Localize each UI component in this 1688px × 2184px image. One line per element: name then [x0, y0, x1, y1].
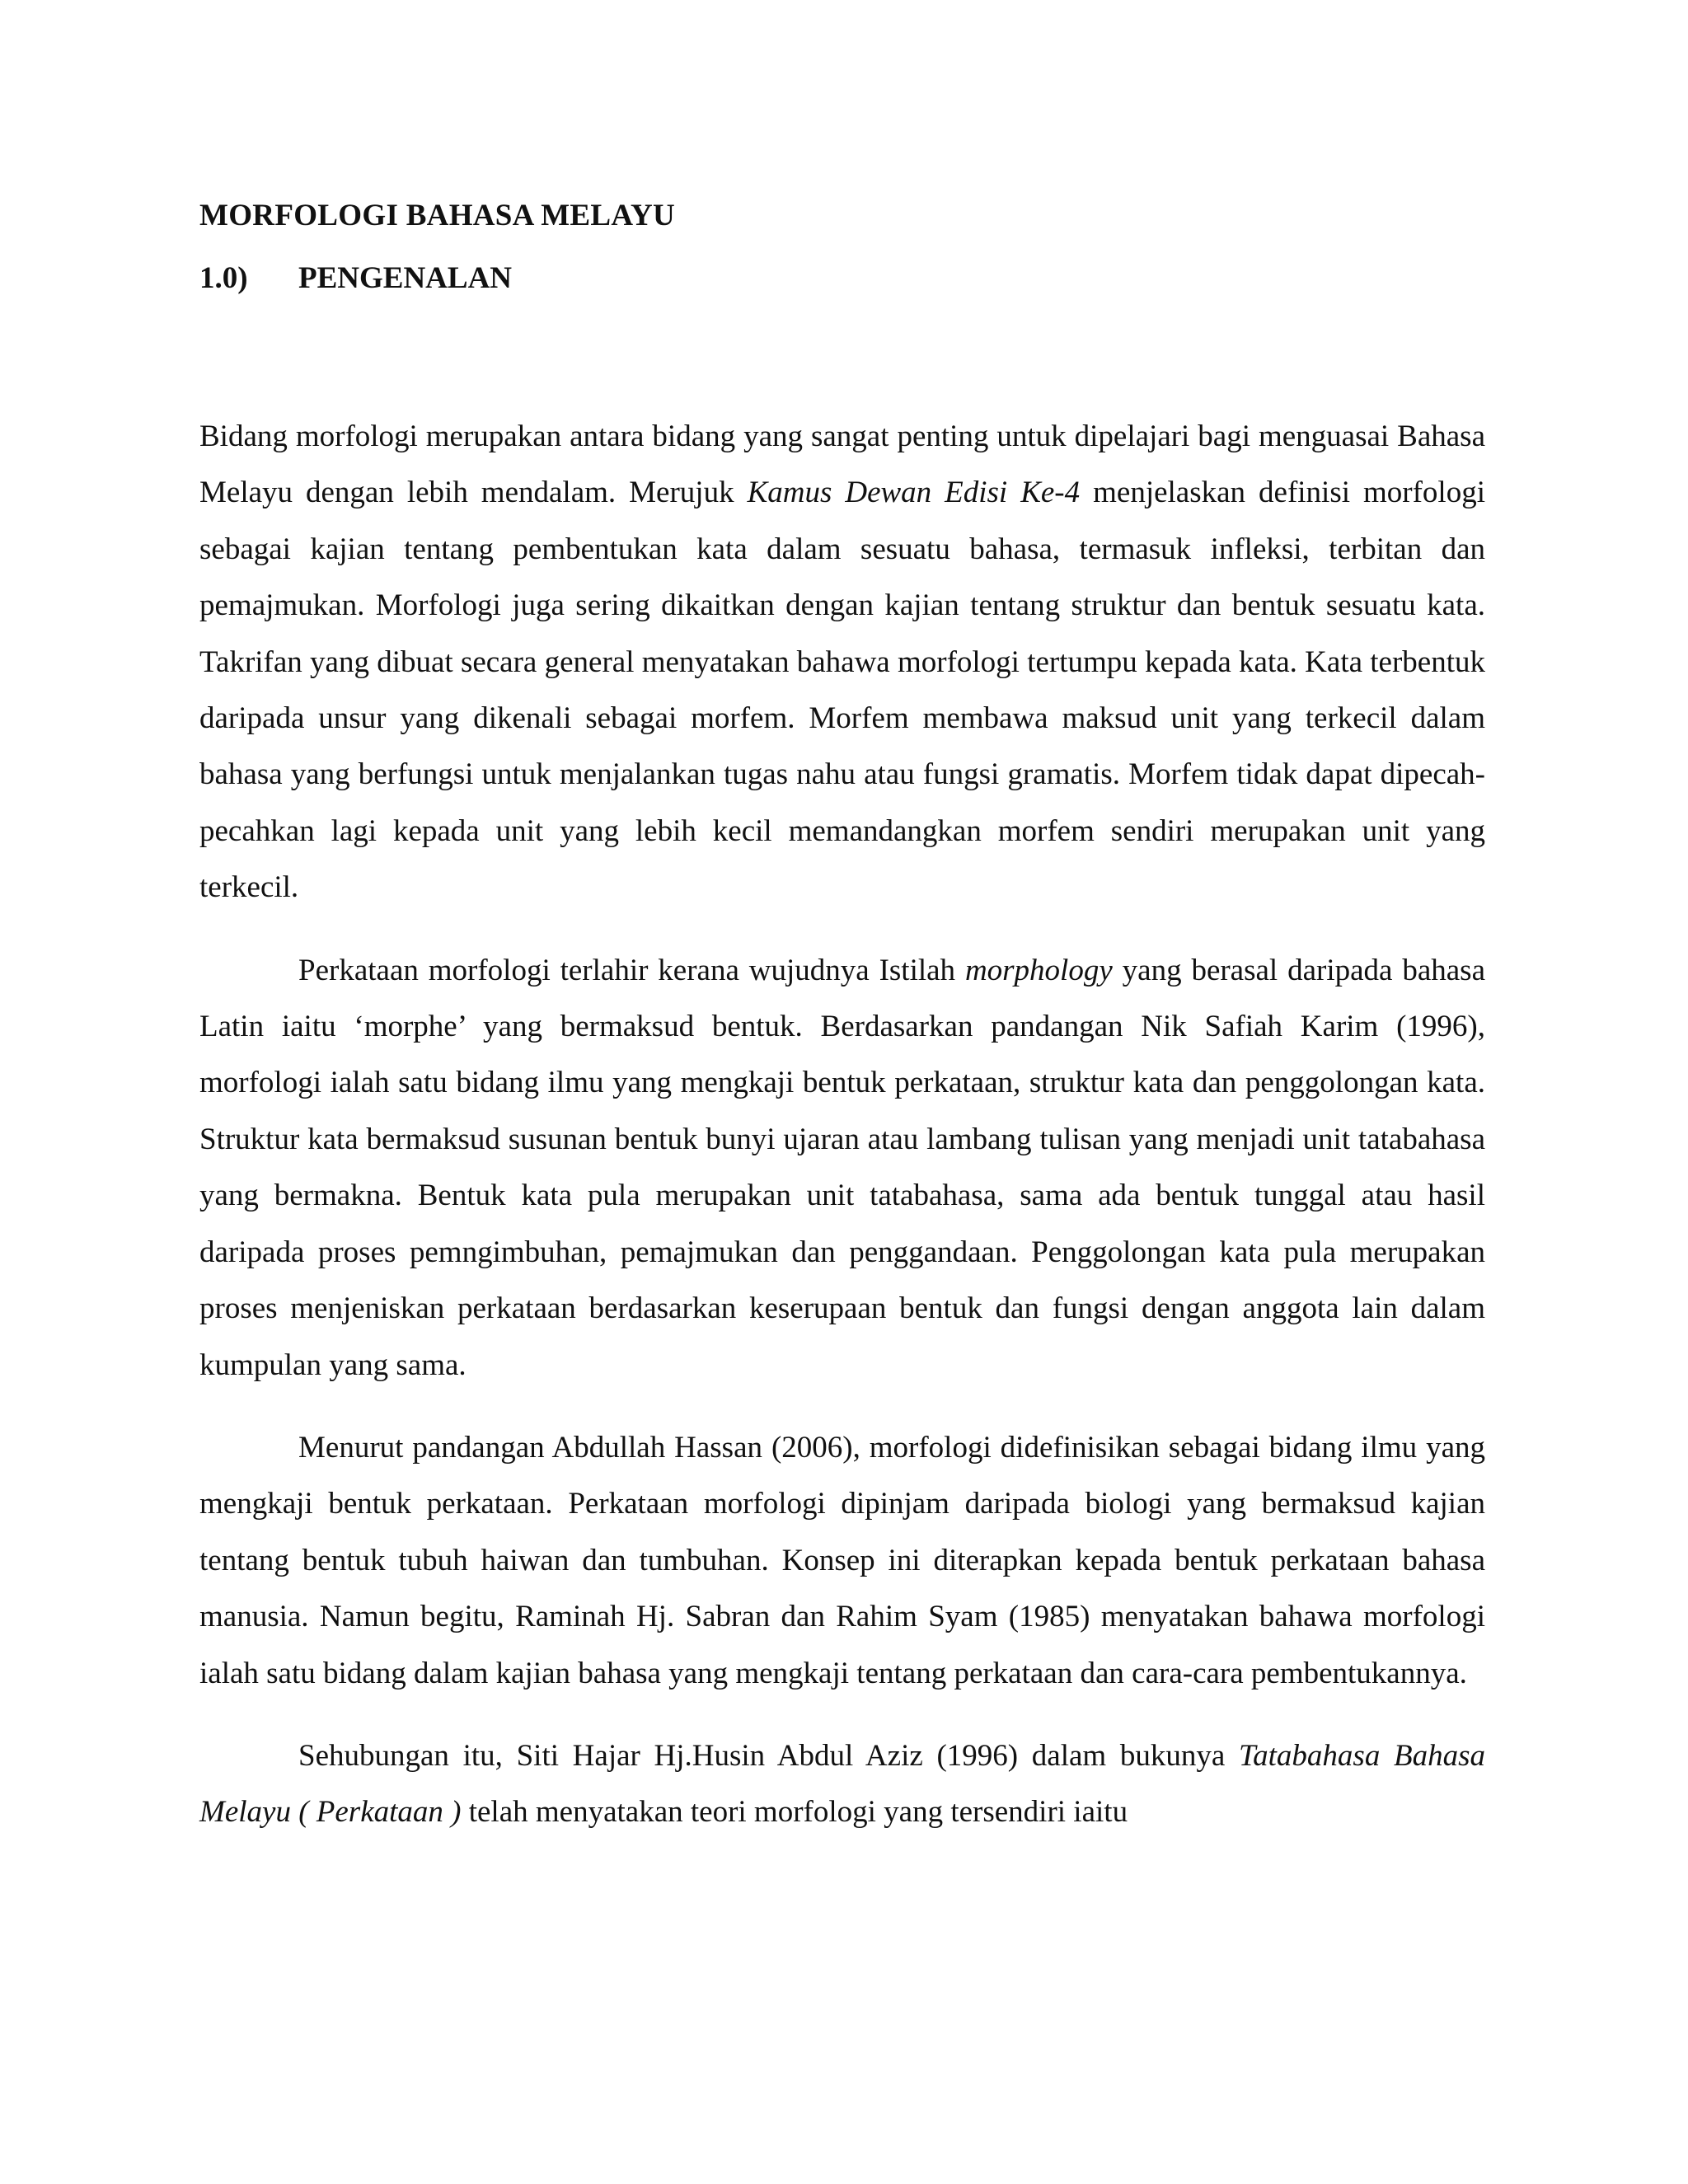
- section-number: 1.0): [199, 261, 248, 295]
- paragraph-list: [199, 409, 1485, 1841]
- paragraph: [199, 1728, 1485, 1841]
- paragraph-text: Menurut pandangan Abdullah Hassan (2006), morfologi didefinisikan sebagai bidang ilmu yang mengkaji bentuk perkataan. Perkataan morfologi dipinjam daripada biologi yang bermaksud kajian tentang bentuk tubuh haiwan dan tumbuhan. Konsep ini diterapkan kepada bentuk perkataan bahasa manusia. Namun begitu, Raminah Hj. Sabran dan Rahim Syam (1985) menyatakan bahawa morfologi ialah satu bidang dalam kajian bahasa yang mengkaji tentang perkataan dan cara-cara pembentukannya.: [199, 1430, 1485, 1690]
- paragraph-text: yang berasal daripada bahasa Latin iaitu ‘morphe’ yang bermaksud bentuk. Berdasarkan pandangan Nik Safiah Karim (1996), morfologi ialah satu bidang ilmu yang mengkaji bentuk perkataan, struktur kata dan penggolongan kata. Struktur kata bermaksud susunan bentuk bunyi ujaran atau lambang tulisan yang menjadi unit tatabahasa yang bermakna. Bentuk kata pula merupakan unit tatabahasa, sama ada bentuk tunggal atau hasil daripada proses pemngimbuhan, pemajmukan dan penggandaan. Penggolongan kata pula merupakan proses menjeniskan perkataan berdasarkan keserupaan bentuk dan fungsi dengan anggota lain dalam kumpulan yang sama.: [199, 953, 1485, 1382]
- paragraph-text: telah menyatakan teori morfologi yang tersendiri iaitu: [461, 1795, 1128, 1830]
- document-title: MORFOLOGI BAHASA MELAYU: [199, 199, 676, 232]
- term-italic: morphology: [964, 953, 1113, 987]
- paragraph: [199, 943, 1485, 1394]
- book-title-italic: Tatabahasa Bahasa Melayu ( Perkataan ): [199, 1738, 1485, 1830]
- paragraph-text: menjelaskan definisi morfologi sebagai kajian tentang pembentukan kata dalam sesuatu bahasa, termasuk infleksi, terbitan dan pemajmukan. Morfologi juga sering dikaitkan dengan kajian tentang struktur dan bentuk sesuatu kata. Takrifan yang dibuat secara general menyatakan bahawa morfologi tertumpu kepada kata. Kata terbentuk daripada unsur yang dikenali sebagai morfem. Morfem membawa maksud unit yang terkecil dalam bahasa yang berfungsi untuk menjalankan tugas nahu atau fungsi gramatis. Morfem tidak dapat dipecah-pecahkan lagi kepada unit yang lebih kecil memandangkan morfem sendiri merupakan unit yang terkecil.: [199, 476, 1485, 905]
- section-heading: [199, 254, 1485, 303]
- section-title: PENGENALAN: [298, 261, 513, 295]
- paragraph-text: Perkataan morfologi terlahir kerana wujudnya Istilah: [298, 953, 965, 987]
- paragraph-text: Bidang morfologi merupakan antara bidang yang sangat penting untuk dipelajari bagi menguasai Bahasa Melayu dengan lebih mendalam. Merujuk: [199, 419, 1485, 510]
- paragraph-text: Sehubungan itu, Siti Hajar Hj.Husin Abdul Aziz (1996) dalam bukunya: [298, 1738, 1239, 1773]
- paragraph: [199, 1420, 1485, 1702]
- book-title-italic: Kamus Dewan Edisi Ke-4: [747, 476, 1081, 510]
- document-body: [199, 191, 1485, 1868]
- paragraph: [199, 409, 1485, 916]
